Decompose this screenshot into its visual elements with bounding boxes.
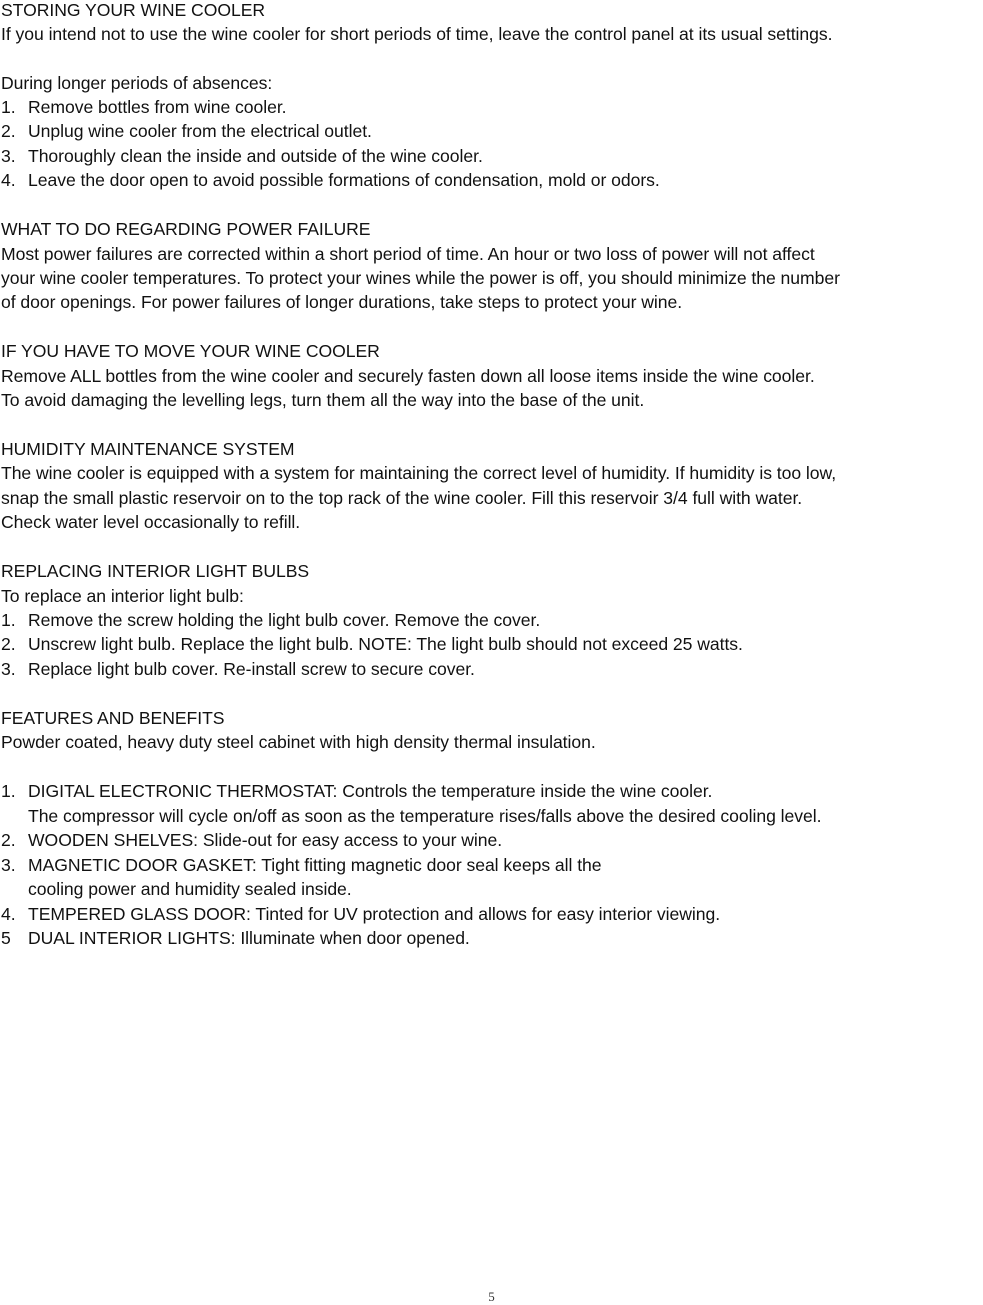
feature-number: 3. <box>1 855 16 875</box>
feature-text: MAGNETIC DOOR GASKET: Tight fitting magnetic door seal keeps all the <box>28 855 602 875</box>
storing-step-text: Remove bottles from wine cooler. <box>28 97 287 117</box>
light-bulbs-step-number: 1. <box>1 610 16 630</box>
storing-step-text: Thoroughly clean the inside and outside of the wine cooler. <box>28 146 483 166</box>
humidity-line: The wine cooler is equipped with a system for maintaining the correct level of humidity. If humidity is too low, <box>1 463 837 483</box>
feature-number: 2. <box>1 830 16 850</box>
light-bulbs-intro: To replace an interior light bulb: <box>1 586 244 606</box>
storing-step-text: Leave the door open to avoid possible formations of condensation, mold or odors. <box>28 170 660 190</box>
light-bulbs-step-text: Unscrew light bulb. Replace the light bulb. NOTE: The light bulb should not exceed 25 watts. <box>28 634 743 654</box>
humidity-line: Check water level occasionally to refill. <box>1 512 301 532</box>
power-failure-line: of door openings. For power failures of longer durations, take steps to protect your wine. <box>1 292 683 312</box>
section-heading-moving: IF YOU HAVE TO MOVE YOUR WINE COOLER <box>1 341 380 361</box>
storing-step-number: 4. <box>1 170 16 190</box>
storing-step-number: 1. <box>1 97 16 117</box>
section-heading-storing: STORING YOUR WINE COOLER <box>1 0 266 20</box>
storing-subheading: During longer periods of absences: <box>1 73 273 93</box>
storing-step-text: Unplug wine cooler from the electrical outlet. <box>28 121 372 141</box>
feature-text-continued: The compressor will cycle on/off as soon as the temperature rises/falls above the desired cooling level. <box>28 806 822 826</box>
power-failure-line: Most power failures are corrected within a short period of time. An hour or two loss of power will not affect <box>1 244 815 264</box>
feature-number: 1. <box>1 781 16 801</box>
light-bulbs-step-text: Replace light bulb cover. Re-install screw to secure cover. <box>28 659 475 679</box>
storing-step-number: 2. <box>1 121 16 141</box>
feature-text: TEMPERED GLASS DOOR: Tinted for UV protection and allows for easy interior viewing. <box>28 904 721 924</box>
feature-text-continued: cooling power and humidity sealed inside. <box>28 879 352 899</box>
power-failure-line: your wine cooler temperatures. To protect your wines while the power is off, you should minimize the number <box>1 268 840 288</box>
section-heading-features: FEATURES AND BENEFITS <box>1 708 225 728</box>
storing-step-number: 3. <box>1 146 16 166</box>
storing-intro: If you intend not to use the wine cooler for short periods of time, leave the control panel at its usual settings. <box>1 24 833 44</box>
feature-number: 4. <box>1 904 16 924</box>
humidity-line: snap the small plastic reservoir on to the top rack of the wine cooler. Fill this reservoir 3/4 full with water. <box>1 488 803 508</box>
feature-text: DIGITAL ELECTRONIC THERMOSTAT: Controls the temperature inside the wine cooler. <box>28 781 713 801</box>
page-number: 5 <box>488 1289 495 1304</box>
light-bulbs-step-text: Remove the screw holding the light bulb cover. Remove the cover. <box>28 610 541 630</box>
section-heading-power-failure: WHAT TO DO REGARDING POWER FAILURE <box>1 219 371 239</box>
light-bulbs-step-number: 2. <box>1 634 16 654</box>
feature-text: DUAL INTERIOR LIGHTS: Illuminate when door opened. <box>28 928 470 948</box>
moving-line: To avoid damaging the levelling legs, turn them all the way into the base of the unit. <box>1 390 645 410</box>
feature-text: WOODEN SHELVES: Slide-out for easy access to your wine. <box>28 830 503 850</box>
features-intro: Powder coated, heavy duty steel cabinet with high density thermal insulation. <box>1 732 596 752</box>
section-heading-humidity: HUMIDITY MAINTENANCE SYSTEM <box>1 439 295 459</box>
section-heading-light-bulbs: REPLACING INTERIOR LIGHT BULBS <box>1 561 310 581</box>
feature-number: 5 <box>1 928 11 948</box>
moving-line: Remove ALL bottles from the wine cooler and securely fasten down all loose items inside the wine cooler. <box>1 366 815 386</box>
light-bulbs-step-number: 3. <box>1 659 16 679</box>
